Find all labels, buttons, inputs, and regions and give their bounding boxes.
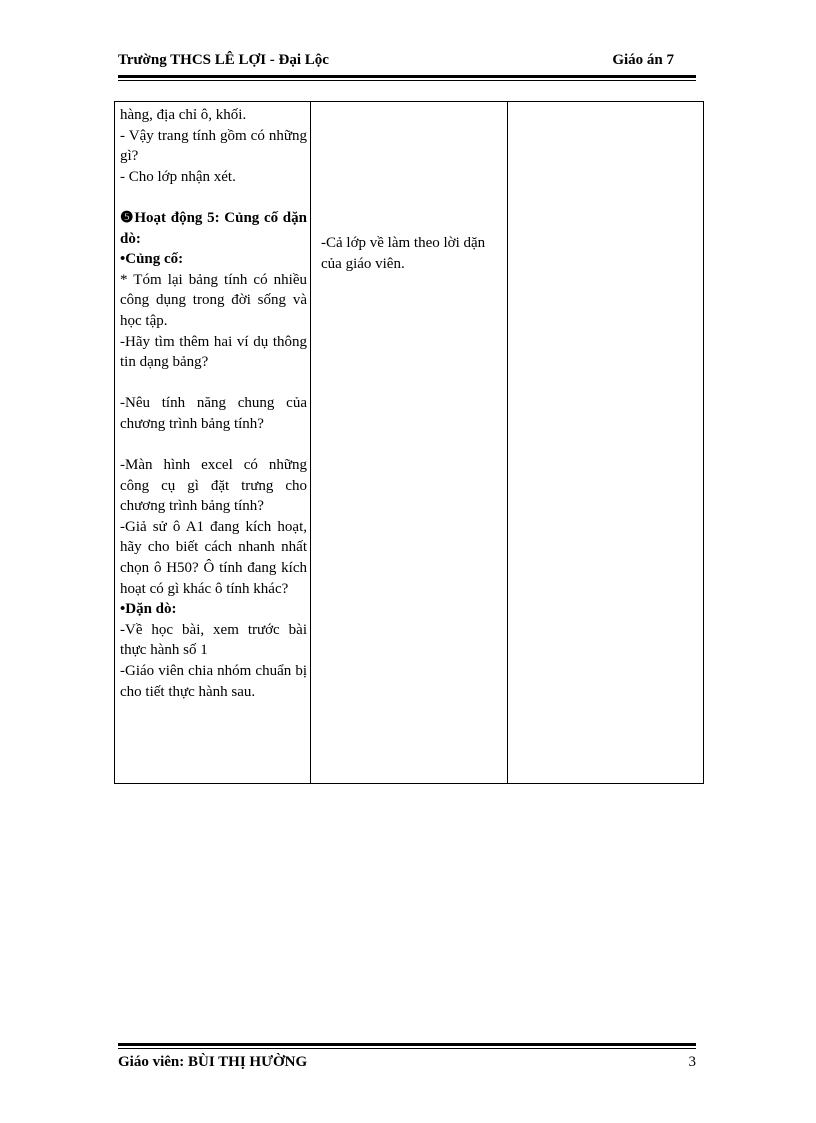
consolidation-heading: •Củng cố: — [120, 251, 184, 268]
activity-5-heading: ❺Hoạt động 5: Củng cố dặn dò: — [120, 209, 307, 247]
col1-line-7: -Hãy tìm thêm hai ví dụ thông tin dạng bảng? — [120, 333, 307, 371]
col1-spacer — [120, 373, 307, 394]
teacher-activity-column — [120, 105, 307, 702]
col1-line-2: - Cho lớp nhận xét. — [120, 168, 236, 185]
school-name: Trường THCS LÊ LỢI - Đại Lộc — [118, 52, 329, 68]
page-header — [118, 52, 696, 72]
footer-rule-thick — [118, 1043, 696, 1046]
col1-line-14: -Về học bài, xem trước bài thực hành số 1 — [120, 621, 307, 659]
col1-line-9: -Nêu tính năng chung của chương trình bảng tính? — [120, 395, 307, 432]
column-divider-1 — [310, 102, 311, 783]
lesson-plan-label: Giáo án 7 — [612, 52, 674, 68]
column-divider-2 — [507, 102, 508, 783]
student-activity-column — [321, 233, 501, 275]
col1-line-12: -Giả sử ô A1 đang kích hoạt, hãy cho biết cách nhanh nhất chọn ô H50? Ô tính đang kích hoạt có gì khác ô tính khác? — [120, 518, 307, 597]
col1-line-15: -Giáo viên chia nhóm chuẩn bị cho tiết thực hành sau. — [120, 663, 307, 700]
col2-line-0: -Cả lớp về làm theo lời dặn của giáo viên. — [321, 235, 486, 272]
footer-rule-thin — [118, 1048, 696, 1049]
header-rule-thick — [118, 75, 696, 78]
col1-spacer — [120, 435, 307, 456]
page-footer — [118, 1054, 696, 1074]
col1-line-6: * Tóm lại bảng tính có nhiều công dụng trong đời sống và học tập. — [120, 271, 307, 329]
col1-spacer — [120, 187, 307, 208]
teacher-name: Giáo viên: BÙI THỊ HƯỜNG — [118, 1054, 308, 1070]
col1-line-0: hàng, địa chỉ ô, khối. — [120, 107, 247, 123]
col1-line-11: -Màn hình excel có những công cụ gì đặt trưng cho chương trình bảng tính? — [120, 457, 307, 515]
homework-heading: •Dặn dò: — [120, 601, 177, 618]
activity-table — [114, 101, 704, 784]
col1-line-1: - Vậy trang tính gồm có những gì? — [120, 127, 307, 165]
page-number: 3 — [688, 1054, 696, 1070]
header-rule-thin — [118, 80, 696, 81]
